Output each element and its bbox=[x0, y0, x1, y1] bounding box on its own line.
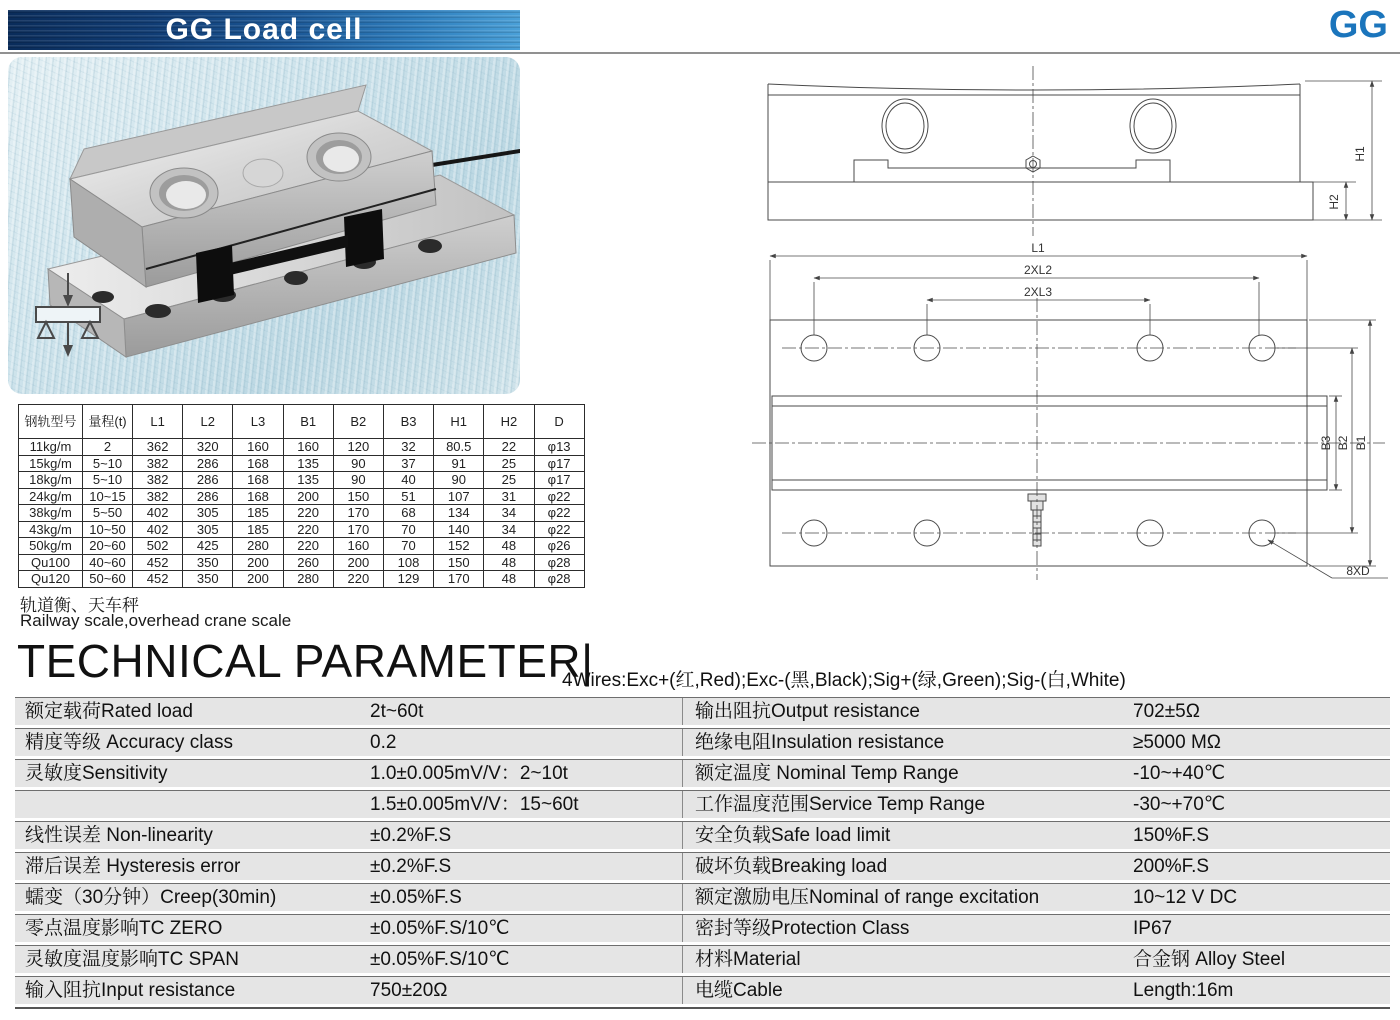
parameter-label: 线性误差 Non-linearity bbox=[25, 825, 213, 846]
table-cell: 24kg/m bbox=[19, 488, 83, 505]
dim-label-8xd: 8XD bbox=[1346, 564, 1370, 578]
product-photo bbox=[8, 57, 520, 394]
table-cell: 185 bbox=[233, 505, 283, 522]
table-cell: 260 bbox=[283, 554, 333, 571]
table-cell: 25 bbox=[484, 472, 534, 489]
parameter-label: 绝缘电阻Insulation resistance bbox=[682, 729, 1133, 756]
table-cell: φ17 bbox=[534, 472, 584, 489]
table-cell: 286 bbox=[183, 455, 233, 472]
table-cell: 68 bbox=[383, 505, 433, 522]
table-cell: 220 bbox=[283, 538, 333, 555]
table-cell: 10~15 bbox=[83, 488, 133, 505]
table-cell: 402 bbox=[133, 521, 183, 538]
table-cell: 135 bbox=[283, 455, 333, 472]
application-note-en: Railway scale,overhead crane scale bbox=[20, 611, 292, 630]
table-cell: 305 bbox=[183, 505, 233, 522]
column-header: L2 bbox=[183, 405, 233, 439]
table-cell: 32 bbox=[383, 439, 433, 456]
table-cell: φ22 bbox=[534, 521, 584, 538]
dim-label-b1: B1 bbox=[1354, 435, 1368, 451]
table-cell: 120 bbox=[333, 439, 383, 456]
table-cell: 220 bbox=[333, 571, 383, 588]
table-cell: 382 bbox=[133, 488, 183, 505]
application-note-zh: 轨道衡、天车秤 bbox=[20, 596, 139, 615]
parameter-value: ±0.2%F.S bbox=[370, 825, 452, 846]
dim-label-b3: B3 bbox=[1319, 435, 1333, 451]
table-cell: 48 bbox=[484, 554, 534, 571]
table-row bbox=[19, 472, 585, 489]
side-view-drawing bbox=[760, 64, 1400, 239]
parameter-label: 额定激励电压Nominal of range excitation bbox=[682, 884, 1133, 911]
column-header: B1 bbox=[283, 405, 333, 439]
table-cell: 40 bbox=[383, 472, 433, 489]
header-bar bbox=[8, 10, 520, 50]
section-title: TECHNICAL PARAMETER| bbox=[17, 635, 594, 687]
dim-label-h2: H2 bbox=[1327, 194, 1341, 210]
page-title: GG Load cell bbox=[165, 13, 363, 46]
table-cell: 34 bbox=[484, 521, 534, 538]
parameter-row bbox=[15, 852, 1390, 880]
table-cell: 38kg/m bbox=[19, 505, 83, 522]
table-cell: 5~10 bbox=[83, 455, 133, 472]
parameter-value: -10~+40℃ bbox=[1133, 763, 1226, 784]
parameter-value: 750±20Ω bbox=[370, 980, 448, 1001]
wiring-note: 4Wires:Exc+(红,Red);Exc-(黑,Black);Sig+(绿,Green);Sig-(白,White) bbox=[562, 670, 1126, 691]
table-row bbox=[19, 554, 585, 571]
column-header: 量程(t) bbox=[83, 405, 133, 439]
table-cell: 402 bbox=[133, 505, 183, 522]
table-cell: 382 bbox=[133, 455, 183, 472]
column-header: D bbox=[534, 405, 584, 439]
table-cell: 90 bbox=[434, 472, 484, 489]
parameter-table bbox=[15, 694, 1390, 1009]
parameter-label: 精度等级 Accuracy class bbox=[25, 732, 233, 753]
table-cell: 170 bbox=[333, 521, 383, 538]
table-cell: Qu100 bbox=[19, 554, 83, 571]
table-cell: 15kg/m bbox=[19, 455, 83, 472]
parameter-label: 额定载荷Rated load bbox=[25, 701, 193, 722]
parameter-value: 200%F.S bbox=[1133, 856, 1210, 877]
parameter-label: 工作温度范围Service Temp Range bbox=[682, 791, 1133, 818]
table-cell: 5~50 bbox=[83, 505, 133, 522]
parameter-label: 零点温度影响TC ZERO bbox=[25, 918, 223, 939]
table-cell: 382 bbox=[133, 472, 183, 489]
parameter-value: Length:16m bbox=[1133, 980, 1234, 1001]
dim-label-2xl3: 2XL3 bbox=[1023, 285, 1053, 299]
table-cell: 220 bbox=[283, 505, 333, 522]
table-cell: 48 bbox=[484, 571, 534, 588]
table-cell: 11kg/m bbox=[19, 439, 83, 456]
parameter-label: 电缆Cable bbox=[682, 977, 1133, 1004]
header-divider bbox=[0, 52, 1400, 54]
table-cell: 280 bbox=[233, 538, 283, 555]
parameter-value: ±0.05%F.S/10℃ bbox=[370, 949, 510, 970]
table-cell: 350 bbox=[183, 571, 233, 588]
column-header: H2 bbox=[484, 405, 534, 439]
parameter-value: ±0.05%F.S/10℃ bbox=[370, 918, 510, 939]
table-cell: 129 bbox=[383, 571, 433, 588]
table-cell: 150 bbox=[333, 488, 383, 505]
table-row bbox=[19, 571, 585, 588]
parameter-value: ±0.2%F.S bbox=[370, 856, 452, 877]
parameter-value: 0.2 bbox=[370, 732, 397, 753]
parameter-value: 10~12 V DC bbox=[1133, 887, 1238, 908]
table-cell: 34 bbox=[484, 505, 534, 522]
column-header: H1 bbox=[434, 405, 484, 439]
table-cell: 425 bbox=[183, 538, 233, 555]
table-cell: 90 bbox=[333, 472, 383, 489]
table-cell: 134 bbox=[434, 505, 484, 522]
table-cell: 70 bbox=[383, 538, 433, 555]
parameter-row bbox=[15, 728, 1390, 756]
parameter-row bbox=[15, 821, 1390, 849]
table-cell: 5~10 bbox=[83, 472, 133, 489]
table-cell: 51 bbox=[383, 488, 433, 505]
parameter-label: 破坏负载Breaking load bbox=[682, 853, 1133, 880]
table-cell: 200 bbox=[233, 571, 283, 588]
table-cell: 286 bbox=[183, 488, 233, 505]
table-cell: 31 bbox=[484, 488, 534, 505]
table-cell: 160 bbox=[283, 439, 333, 456]
table-cell: 150 bbox=[434, 554, 484, 571]
dim-label-h1: H1 bbox=[1353, 146, 1367, 162]
table-cell: 80.5 bbox=[434, 439, 484, 456]
parameter-value: 150%F.S bbox=[1133, 825, 1210, 846]
table-cell: 22 bbox=[484, 439, 534, 456]
table-cell: φ28 bbox=[534, 554, 584, 571]
column-header: B3 bbox=[383, 405, 433, 439]
table-cell: 152 bbox=[434, 538, 484, 555]
table-cell: 160 bbox=[333, 538, 383, 555]
load-cell-photo-illustration bbox=[8, 57, 520, 394]
table-cell: 168 bbox=[233, 455, 283, 472]
column-header: 钢轨型号 bbox=[19, 405, 83, 439]
table-cell: 10~50 bbox=[83, 521, 133, 538]
parameter-label: 蠕变（30分钟）Creep(30min) bbox=[25, 887, 277, 908]
parameter-row bbox=[15, 790, 1390, 818]
parameter-label bbox=[15, 791, 370, 818]
table-cell: 107 bbox=[434, 488, 484, 505]
table-cell: 200 bbox=[283, 488, 333, 505]
column-header: B2 bbox=[333, 405, 383, 439]
parameter-label: 额定温度 Nominal Temp Range bbox=[682, 760, 1133, 787]
table-cell: 20~60 bbox=[83, 538, 133, 555]
parameter-label: 灵敏度Sensitivity bbox=[25, 763, 168, 784]
dim-label-l1: L1 bbox=[1031, 241, 1045, 255]
table-cell: φ17 bbox=[534, 455, 584, 472]
table-cell: 70 bbox=[383, 521, 433, 538]
parameter-row bbox=[15, 945, 1390, 973]
table-cell: 160 bbox=[233, 439, 283, 456]
parameter-value: 1.0±0.005mV/V：2~10t bbox=[370, 763, 568, 784]
table-cell: 286 bbox=[183, 472, 233, 489]
table-cell: φ26 bbox=[534, 538, 584, 555]
table-cell: 140 bbox=[434, 521, 484, 538]
parameter-row bbox=[15, 976, 1390, 1004]
table-row bbox=[19, 439, 585, 456]
parameter-label: 密封等级Protection Class bbox=[682, 915, 1133, 942]
table-cell: 90 bbox=[333, 455, 383, 472]
parameter-value: ≥5000 MΩ bbox=[1133, 732, 1222, 753]
parameter-label: 输出阻抗Output resistance bbox=[682, 698, 1133, 725]
table-cell: 168 bbox=[233, 488, 283, 505]
dimension-table-header-row bbox=[19, 405, 585, 439]
table-cell: 50~60 bbox=[83, 571, 133, 588]
table-cell: Qu120 bbox=[19, 571, 83, 588]
table-row bbox=[19, 538, 585, 555]
table-cell: 2 bbox=[83, 439, 133, 456]
parameter-label: 输入阻抗Input resistance bbox=[25, 980, 236, 1001]
table-cell: φ22 bbox=[534, 488, 584, 505]
column-header: L1 bbox=[133, 405, 183, 439]
table-cell: 170 bbox=[333, 505, 383, 522]
table-cell: 43kg/m bbox=[19, 521, 83, 538]
parameter-value: 2t~60t bbox=[370, 701, 424, 722]
table-cell: 37 bbox=[383, 455, 433, 472]
table-cell: φ22 bbox=[534, 505, 584, 522]
parameter-row bbox=[15, 883, 1390, 911]
table-cell: 25 bbox=[484, 455, 534, 472]
table-cell: 185 bbox=[233, 521, 283, 538]
column-header: L3 bbox=[233, 405, 283, 439]
table-cell: 362 bbox=[133, 439, 183, 456]
parameter-value: 1.5±0.005mV/V：15~60t bbox=[370, 794, 579, 815]
table-cell: 48 bbox=[484, 538, 534, 555]
parameter-label: 材料Material bbox=[682, 946, 1133, 973]
model-code-label: GG bbox=[1328, 4, 1388, 46]
table-cell: 170 bbox=[434, 571, 484, 588]
table-cell: 108 bbox=[383, 554, 433, 571]
parameter-row bbox=[15, 759, 1390, 787]
table-cell: φ28 bbox=[534, 571, 584, 588]
dim-label-2xl2: 2XL2 bbox=[1023, 263, 1053, 277]
table-cell: 50kg/m bbox=[19, 538, 83, 555]
parameter-label: 灵敏度温度影响TC SPAN bbox=[25, 949, 239, 970]
parameter-value: 合金钢 Alloy Steel bbox=[1133, 949, 1286, 970]
parameter-value: IP67 bbox=[1133, 918, 1173, 939]
plan-view-drawing bbox=[740, 238, 1400, 590]
table-cell: 320 bbox=[183, 439, 233, 456]
parameter-row bbox=[15, 697, 1390, 725]
table-row bbox=[19, 488, 585, 505]
dim-label-b2: B2 bbox=[1336, 435, 1350, 451]
parameter-value: -30~+70℃ bbox=[1133, 794, 1226, 815]
parameter-label: 安全负载Safe load limit bbox=[682, 822, 1133, 849]
dimension-table bbox=[18, 404, 585, 588]
parameter-value: ±0.05%F.S bbox=[370, 887, 462, 908]
table-cell: 18kg/m bbox=[19, 472, 83, 489]
table-row bbox=[19, 455, 585, 472]
table-cell: 502 bbox=[133, 538, 183, 555]
table-cell: 452 bbox=[133, 554, 183, 571]
table-cell: 305 bbox=[183, 521, 233, 538]
table-cell: 200 bbox=[233, 554, 283, 571]
parameter-row bbox=[15, 914, 1390, 942]
table-cell: 135 bbox=[283, 472, 333, 489]
parameter-label: 滞后误差 Hysteresis error bbox=[25, 856, 241, 877]
table-cell: 200 bbox=[333, 554, 383, 571]
table-cell: 280 bbox=[283, 571, 333, 588]
table-row bbox=[19, 505, 585, 522]
table-cell: 350 bbox=[183, 554, 233, 571]
table-row bbox=[19, 521, 585, 538]
table-cell: φ13 bbox=[534, 439, 584, 456]
table-cell: 168 bbox=[233, 472, 283, 489]
parameter-value: 702±5Ω bbox=[1133, 701, 1200, 722]
table-cell: 40~60 bbox=[83, 554, 133, 571]
table-cell: 91 bbox=[434, 455, 484, 472]
table-cell: 220 bbox=[283, 521, 333, 538]
table-cell: 452 bbox=[133, 571, 183, 588]
